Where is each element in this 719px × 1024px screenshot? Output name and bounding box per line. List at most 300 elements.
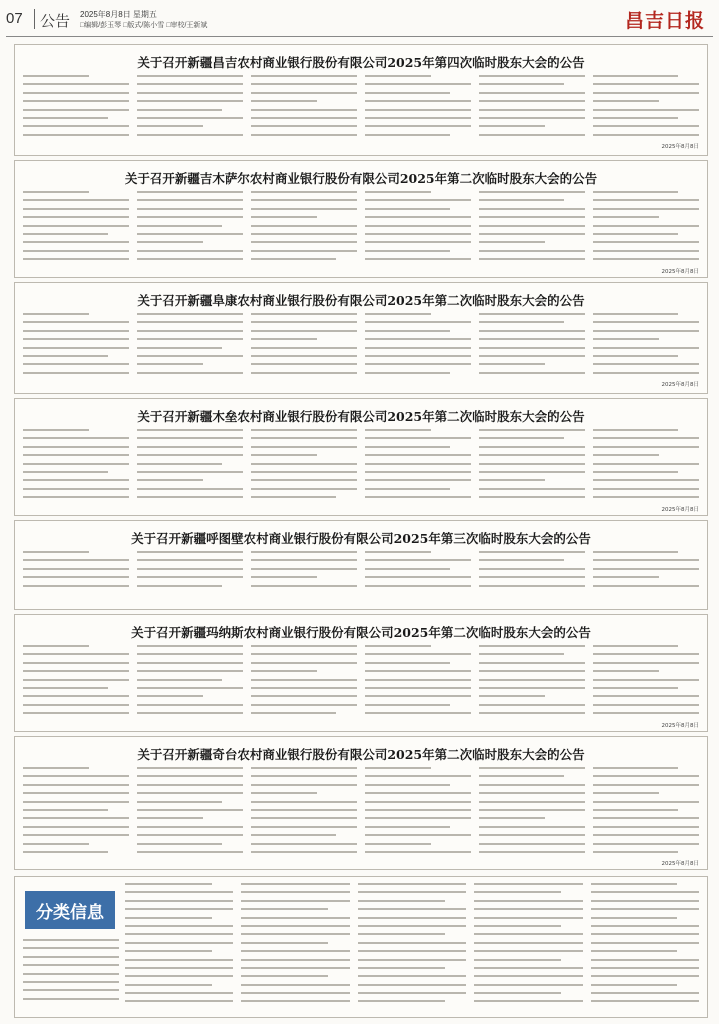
text-line [474, 992, 561, 994]
text-line [251, 92, 357, 94]
text-line [251, 347, 357, 349]
text-line [479, 826, 585, 828]
text-line [593, 429, 678, 431]
text-line [479, 645, 585, 647]
text-line [593, 313, 678, 315]
text-line [479, 704, 585, 706]
text-line [23, 250, 129, 252]
text-line [23, 551, 89, 553]
text-line [365, 92, 450, 94]
text-line [251, 784, 357, 786]
text-line [365, 191, 431, 193]
text-line [358, 925, 466, 927]
header-rule [6, 36, 713, 37]
text-line [591, 950, 678, 952]
text-line [137, 92, 243, 94]
text-line [593, 216, 659, 218]
text-line [358, 917, 466, 919]
notice-text-column [365, 645, 471, 725]
text-line [593, 446, 699, 448]
text-line [23, 585, 129, 587]
text-line [23, 92, 129, 94]
text-line [593, 454, 659, 456]
text-line [593, 363, 699, 365]
text-line [479, 233, 585, 235]
text-line [365, 233, 471, 235]
text-line [591, 883, 678, 885]
text-line [137, 225, 222, 227]
text-line [251, 670, 317, 672]
text-line [358, 933, 445, 935]
text-line [251, 695, 357, 697]
text-line [23, 191, 89, 193]
text-line [365, 471, 471, 473]
classified-label: 分类信息 [25, 891, 115, 929]
notice-box [14, 736, 708, 870]
notice-text-column [251, 429, 357, 509]
text-line [593, 199, 699, 201]
text-line [474, 933, 582, 935]
notice-title: 关于召开新疆木垒农村商业银行股份有限公司2025年第二次临时股东大会的公告 [137, 409, 585, 424]
text-line [137, 471, 243, 473]
text-line [474, 900, 582, 902]
classified-text-column [358, 883, 466, 1011]
notice-text-column [23, 767, 129, 863]
text-line [125, 942, 233, 944]
text-line [251, 463, 357, 465]
classified-columns [125, 883, 699, 1011]
text-line [251, 117, 357, 119]
text-line [593, 670, 659, 672]
text-line [251, 372, 357, 374]
text-line [593, 784, 699, 786]
text-line [137, 109, 222, 111]
text-line [365, 826, 450, 828]
notice-date: 2025年8月8日 [661, 382, 699, 389]
text-line [137, 662, 243, 664]
text-line [23, 488, 129, 490]
text-line [137, 645, 243, 647]
notice-title: 关于召开新疆阜康农村商业银行股份有限公司2025年第二次临时股东大会的公告 [137, 293, 585, 308]
text-line [23, 75, 89, 77]
notice-date: 2025年8月8日 [661, 268, 699, 275]
text-line [137, 712, 243, 714]
text-line [23, 429, 89, 431]
text-line [251, 792, 317, 794]
text-line [479, 479, 545, 481]
text-line [241, 992, 349, 994]
text-line [23, 208, 129, 210]
notice-title: 关于召开新疆吉木萨尔农村商业银行股份有限公司2025年第二次临时股东大会的公告 [124, 171, 598, 186]
notice-title: 关于召开新疆昌吉农村商业银行股份有限公司2025年第四次临时股东大会的公告 [137, 55, 585, 70]
text-line [23, 446, 129, 448]
notice-text-column [137, 429, 243, 509]
text-line [479, 568, 585, 570]
text-line [593, 479, 699, 481]
text-line [593, 372, 699, 374]
text-line [23, 576, 129, 578]
text-line [251, 100, 317, 102]
text-line [125, 933, 233, 935]
notice-text-column [137, 313, 243, 387]
text-line [23, 313, 89, 315]
text-line [137, 313, 243, 315]
text-line [593, 338, 659, 340]
text-line [593, 817, 699, 819]
text-line [365, 817, 471, 819]
text-line [23, 956, 119, 958]
text-line [479, 801, 585, 803]
notice-text-column [365, 551, 471, 603]
text-line [365, 313, 431, 315]
text-line [137, 75, 243, 77]
text-line [251, 479, 357, 481]
text-line [593, 851, 678, 853]
text-line [23, 454, 129, 456]
text-line [137, 670, 243, 672]
text-line [593, 687, 678, 689]
notice-text-column [479, 191, 585, 271]
text-line [474, 959, 561, 961]
text-line [365, 75, 431, 77]
text-line [593, 83, 699, 85]
text-line [23, 784, 129, 786]
text-line [479, 784, 585, 786]
text-line [365, 585, 471, 587]
text-line [251, 363, 357, 365]
notice-text-column [137, 551, 243, 603]
text-line [137, 559, 243, 561]
text-line [137, 576, 243, 578]
text-line [125, 975, 233, 977]
text-line [251, 568, 357, 570]
text-line [251, 321, 357, 323]
text-line [251, 208, 357, 210]
text-line [125, 967, 233, 969]
text-line [23, 225, 129, 227]
notice-text-column [593, 645, 699, 729]
text-line [23, 939, 119, 941]
text-line [593, 191, 678, 193]
text-line [251, 75, 357, 77]
text-line [365, 258, 471, 260]
text-line [137, 704, 243, 706]
text-line [365, 134, 450, 136]
text-line [251, 250, 357, 252]
notice-text-column [137, 645, 243, 725]
text-line [137, 568, 243, 570]
text-line [23, 767, 89, 769]
text-line [23, 479, 129, 481]
text-line [241, 959, 349, 961]
text-line [365, 784, 450, 786]
text-line [251, 851, 357, 853]
text-line [365, 767, 431, 769]
text-line [474, 967, 582, 969]
text-line [591, 1000, 699, 1002]
text-line [125, 1000, 233, 1002]
text-line [358, 967, 445, 969]
text-line [593, 645, 678, 647]
text-line [593, 437, 699, 439]
text-line [593, 208, 699, 210]
text-line [137, 454, 243, 456]
text-line [479, 321, 564, 323]
text-line [23, 199, 129, 201]
text-line [251, 834, 336, 836]
editor-credits: □编辑/彭玉琴 □版式/陈小雪 □审校/王新斌 [80, 22, 208, 29]
text-line [251, 233, 357, 235]
text-line [137, 843, 222, 845]
text-line [23, 817, 129, 819]
text-line [125, 950, 212, 952]
text-line [251, 662, 357, 664]
text-line [479, 767, 585, 769]
text-line [251, 585, 357, 587]
text-line [241, 1000, 349, 1002]
text-line [137, 463, 222, 465]
text-line [593, 347, 699, 349]
text-line [358, 1000, 445, 1002]
text-line [251, 809, 357, 811]
text-line [593, 809, 678, 811]
text-line [593, 225, 699, 227]
text-line [474, 925, 561, 927]
text-line [479, 225, 585, 227]
text-line [479, 463, 585, 465]
text-line [137, 117, 243, 119]
text-line [23, 258, 129, 260]
text-line [593, 704, 699, 706]
text-line [591, 925, 699, 927]
text-line [479, 843, 585, 845]
text-line [593, 826, 699, 828]
text-line [474, 984, 582, 986]
text-line [358, 984, 466, 986]
text-line [137, 437, 243, 439]
text-line [593, 488, 699, 490]
notice-text-column [137, 191, 243, 271]
text-line [125, 925, 233, 927]
text-line [479, 585, 585, 587]
text-line [593, 568, 699, 570]
text-line [241, 984, 349, 986]
text-line [23, 330, 129, 332]
text-line [23, 834, 129, 836]
text-line [479, 653, 564, 655]
notice-box [14, 520, 708, 610]
notice-text-column [251, 313, 357, 387]
text-line [251, 488, 357, 490]
notice-date: 2025年8月8日 [661, 144, 699, 151]
text-line [479, 100, 585, 102]
text-line [479, 372, 585, 374]
text-line [137, 233, 243, 235]
text-line [137, 216, 243, 218]
text-line [251, 653, 357, 655]
text-line [365, 704, 450, 706]
notice-text-column [365, 191, 471, 271]
text-line [479, 347, 585, 349]
notice-text-column [479, 75, 585, 149]
text-line [365, 250, 450, 252]
text-line [137, 429, 243, 431]
classified-text-column [125, 883, 233, 1011]
notice-text-column [593, 551, 699, 603]
text-line [593, 463, 699, 465]
text-line [365, 670, 471, 672]
notice-text-column [365, 767, 471, 863]
text-line [137, 199, 243, 201]
text-line [137, 208, 243, 210]
text-line [479, 576, 585, 578]
notice-text-column [23, 75, 129, 149]
notice-text-column [479, 429, 585, 509]
text-line [241, 917, 349, 919]
text-line [358, 942, 466, 944]
notice-body [23, 645, 699, 729]
text-line [251, 191, 357, 193]
text-line [479, 429, 585, 431]
text-line [479, 208, 585, 210]
text-line [593, 559, 699, 561]
text-line [593, 100, 659, 102]
text-line [23, 653, 129, 655]
notice-title: 关于召开新疆呼图壁农村商业银行股份有限公司2025年第三次临时股东大会的公告 [131, 531, 591, 546]
text-line [137, 809, 243, 811]
notice-date: 2025年8月8日 [661, 861, 699, 868]
notice-title: 关于召开新疆奇台农村商业银行股份有限公司2025年第二次临时股东大会的公告 [137, 747, 585, 762]
notice-text-column [365, 313, 471, 387]
text-line [23, 125, 129, 127]
text-line [251, 313, 357, 315]
text-line [365, 851, 471, 853]
text-line [23, 947, 119, 949]
classified-left-column [23, 939, 119, 1011]
text-line [23, 981, 119, 983]
text-line [479, 496, 585, 498]
notice-text-column [23, 191, 129, 271]
text-line [251, 687, 357, 689]
text-line [241, 891, 349, 893]
text-line [365, 117, 471, 119]
text-line [251, 775, 357, 777]
notice-text-column [137, 767, 243, 863]
text-line [23, 233, 108, 235]
text-line [251, 134, 357, 136]
text-line [479, 75, 585, 77]
text-line [365, 199, 471, 201]
text-line [23, 712, 129, 714]
page-header [0, 0, 719, 40]
text-line [479, 662, 585, 664]
text-line [251, 225, 357, 227]
text-line [125, 908, 233, 910]
text-line [591, 959, 699, 961]
text-line [137, 687, 243, 689]
text-line [23, 679, 129, 681]
text-line [365, 363, 471, 365]
text-line [593, 792, 659, 794]
text-line [365, 712, 471, 714]
text-line [358, 992, 466, 994]
text-line [479, 695, 545, 697]
notice-text-column [593, 429, 699, 513]
text-line [23, 338, 129, 340]
text-line [591, 917, 678, 919]
text-line [251, 767, 357, 769]
text-line [479, 670, 585, 672]
text-line [479, 313, 585, 315]
notice-date: 2025年8月8日 [661, 506, 699, 513]
text-line [474, 917, 582, 919]
text-line [137, 851, 243, 853]
text-line [593, 662, 699, 664]
text-line [23, 241, 129, 243]
text-line [137, 134, 243, 136]
notice-date: 2025年8月8日 [661, 722, 699, 729]
text-line [593, 576, 659, 578]
notice-text-column [593, 191, 699, 275]
text-line [479, 551, 585, 553]
text-line [23, 998, 119, 1000]
text-line [479, 199, 564, 201]
text-line [479, 851, 585, 853]
notice-box [14, 398, 708, 516]
classified-text-column [474, 883, 582, 1011]
text-line [251, 355, 357, 357]
text-line [593, 109, 699, 111]
notice-text-column [479, 313, 585, 387]
text-line [23, 100, 129, 102]
text-line [591, 933, 699, 935]
text-line [593, 125, 699, 127]
text-line [137, 551, 243, 553]
text-line [251, 712, 336, 714]
text-line [479, 83, 564, 85]
text-line [137, 679, 222, 681]
text-line [358, 975, 466, 977]
text-line [23, 471, 108, 473]
text-line [479, 792, 585, 794]
text-line [365, 809, 471, 811]
text-line [479, 363, 545, 365]
text-line [23, 559, 129, 561]
text-line [137, 372, 243, 374]
text-line [137, 826, 243, 828]
text-line [125, 917, 212, 919]
text-line [23, 645, 89, 647]
text-line [365, 576, 471, 578]
text-line [479, 216, 585, 218]
text-line [365, 488, 450, 490]
text-line [365, 662, 450, 664]
text-line [365, 437, 471, 439]
text-line [23, 347, 129, 349]
text-line [365, 241, 471, 243]
notice-text-column [479, 551, 585, 603]
text-line [137, 784, 243, 786]
notice-text-column [23, 551, 129, 603]
text-line [479, 338, 585, 340]
text-line [479, 488, 585, 490]
notice-text-column [593, 767, 699, 868]
text-line [251, 199, 357, 201]
text-line [137, 488, 243, 490]
text-line [137, 83, 243, 85]
text-line [251, 216, 317, 218]
text-line [474, 891, 561, 893]
